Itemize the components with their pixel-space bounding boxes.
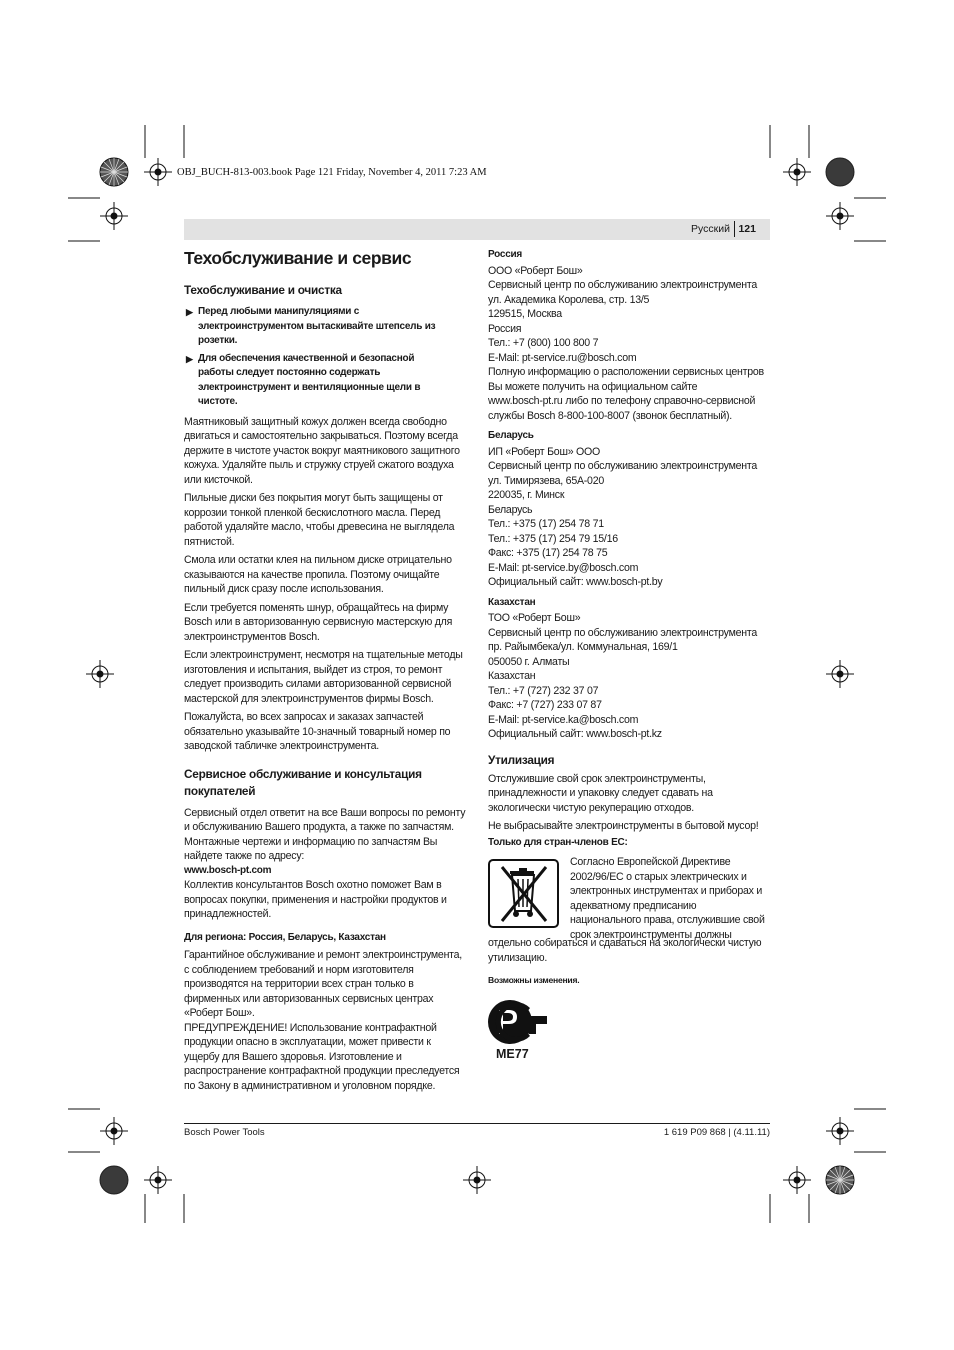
paragraph: Пожалуйста, во всех запросах и заказах запчастей обязательно указывайте 10-значный товарный номер по заводской табличке электроинструмента.	[184, 711, 451, 752]
eu-text-full: отдельно собираться и сдаваться на экологически чистую утилизацию.	[488, 937, 762, 964]
disposal-warning: Не выбрасывайте электроинструменты в бытовой мусор!	[488, 820, 759, 832]
page-header	[184, 219, 770, 240]
crosshair-mark	[783, 158, 811, 186]
crosshair-mark	[826, 660, 854, 688]
paragraph: Если требуется поменять шнур, обращайтесь на фирму Bosch или в авторизованную сервисную мастерскую для электроинструментов Bosch.	[184, 601, 453, 643]
eu-heading: Только для стран-членов ЕС:	[488, 836, 628, 848]
crossed-bin-icon	[488, 859, 559, 928]
paragraph: Гарантийное обслуживание и ремонт электроинструмента, с соблюдением требований и норм изготовителя производятся на территории всех стран только в фирменных или авторизованных сервисных центрах «Роберт Бош».	[184, 949, 462, 1019]
header-divider	[734, 221, 735, 237]
rosette-mark	[826, 1166, 854, 1194]
paragraph: Смола или остатки клея на пильном диске отрицательно сказываются на качестве пропила. Поэтому очищайте пильный диск сразу после использования.	[184, 554, 452, 595]
website-link[interactable]: www.bosch-pt.com	[184, 864, 272, 876]
header-language: Русский	[691, 223, 730, 235]
safety-bullet: ▶ Для обеспечения качественной и безопасной работы следует постоянно содержать электроинструмент и вентиляционные щели в чистоте.	[186, 352, 421, 407]
crosshair-mark	[783, 1166, 811, 1194]
warning-paragraph: ПРЕДУПРЕЖДЕНИЕ! Использование контрафактной продукции опасно в эксплуатации, может привести к ущербу для Вашего здоровья. Изготовление и распространение контрафактной продукции преследуется по Закону в административном и уголовном порядке.	[184, 1021, 460, 1092]
print-header: OBJ_BUCH-813-003.book Page 121 Friday, November 4, 2011 7:23 AM	[177, 167, 487, 178]
paragraph: Пильные диски без покрытия могут быть защищены от коррозии тонкой пленкой бескислотного масла. Перед работой удаляйте масло, чтобы древесина не выглядела пятнистой.	[184, 492, 455, 548]
changes-note: Возможны изменения.	[488, 975, 580, 985]
maintenance-heading: Техобслуживание и очистка	[184, 283, 342, 297]
disposal-heading: Утилизация	[488, 752, 555, 767]
crosshair-mark	[144, 158, 172, 186]
paragraph: Коллектив консультантов Bosch охотно поможет Вам в вопросах покупки, применения и настройки продуктов и принадлежностей.	[184, 879, 447, 920]
safety-bullet: ▶ Перед любыми манипуляциями с электроинструментом вытаскивайте штепсель из розетки.	[186, 306, 436, 346]
certification-code: МЕ77	[496, 1047, 529, 1061]
kazakhstan-heading: Казахстан	[488, 596, 536, 608]
bullet-triangle-icon: ▶	[186, 353, 193, 364]
kazakhstan-address: ТОО «Роберт Бош» Сервисный центр по обслуживанию электроинструмента пр. Райымбека/ул. Коммунальная, 169/1 050050 г. Алматы Казахстан Тел.: +7 (727) 232 37 07 Факс: +7 (727) 233 07 87 E-Mail: pt-service.ka@bosch.com Официальный сайт: www.bosch-pt.kz	[488, 612, 757, 740]
crosshair-mark	[463, 1166, 491, 1194]
paragraph: Отслужившие свой срок электроинструменты, принадлежности и упаковку следует сдавать на экологически чистую рекуперацию отходов.	[488, 772, 713, 814]
eu-directive-text: Согласно Европейской Директиве 2002/96/ЕС о старых электрических и электронных инструментах и приборах и адекватному предписанию национального права, отслужившие свой срок электроинструменты должны	[570, 856, 765, 941]
crosshair-mark	[826, 202, 854, 230]
russia-address: ООО «Роберт Бош» Сервисный центр по обслуживанию электроинструмента ул. Академика Королева, стр. 13/5 129515, Москва Россия Тел.: +7 (800) 100 800 7 E-Mail: pt-service.ru@bosch.com Полную информацию о расположении сервисных центров Вы можете получить на официальном сайте www.bosch-pt.ru либо по телефону справочно-сервисной службы Bosch 8-800-100-8007 (звонок бесплатный).	[488, 264, 764, 422]
paragraph: Сервисный отдел ответит на все Ваши вопросы по ремонту и обслуживанию Вашего продукта, а также по запчастям. Монтажные чертежи и информацию по запчастям Вы найдете также по адресу:	[184, 806, 466, 862]
belarus-heading: Беларусь	[488, 430, 534, 441]
crosshair-mark	[86, 660, 114, 688]
belarus-address: ИП «Роберт Бош» ООО Сервисный центр по обслуживанию электроинструмента ул. Тимирязева, 65А-020 220035, г. Минск Беларусь Тел.: +375 (17) 254 78 71 Тел.: +375 (17) 254 79 15/16 Факс: +375 (17) 254 78 75 E-Mail: pt-service.by@bosch.com Официальный сайт: www.bosch-pt.by	[488, 445, 757, 588]
russia-heading: Россия	[488, 249, 523, 260]
page-number: 121	[738, 223, 756, 235]
color-dot-mark	[100, 1166, 128, 1194]
rosette-mark	[100, 158, 128, 186]
crosshair-mark	[144, 1166, 172, 1194]
crosshair-mark	[826, 1117, 854, 1145]
color-dot-mark	[826, 158, 854, 186]
footer-divider	[184, 1123, 770, 1124]
page-title: Техобслуживание и сервис	[184, 248, 412, 268]
footer-brand: Bosch Power Tools	[184, 1127, 265, 1138]
region-heading: Для региона: Россия, Беларусь, Казахстан	[184, 931, 386, 943]
pct-certification-icon	[487, 998, 549, 1046]
bullet-triangle-icon: ▶	[186, 307, 193, 317]
service-heading: Сервисное обслуживание и консультация покупателей	[184, 766, 422, 798]
paragraph: Маятниковый защитный кожух должен всегда свободно двигаться и самостоятельно закрываться. Поэтому всегда держите в чистоте участок вокруг маятникового защитного кожуха. Удаляйте пыль и стружку струей сжатого воздуха или кисточкой.	[184, 415, 460, 486]
paragraph: Если электроинструмент, несмотря на тщательные методы изготовления и испытания, выйдет из строя, то ремонт следует производить силами авторизованной сервисной мастерской для электроинструментов фирмы Bosch.	[184, 649, 463, 705]
crosshair-mark	[100, 202, 128, 230]
left-column	[184, 248, 468, 1097]
crosshair-mark	[100, 1117, 128, 1145]
footer-doc-number: 1 619 P09 868 | (4.11.11)	[663, 1127, 770, 1138]
